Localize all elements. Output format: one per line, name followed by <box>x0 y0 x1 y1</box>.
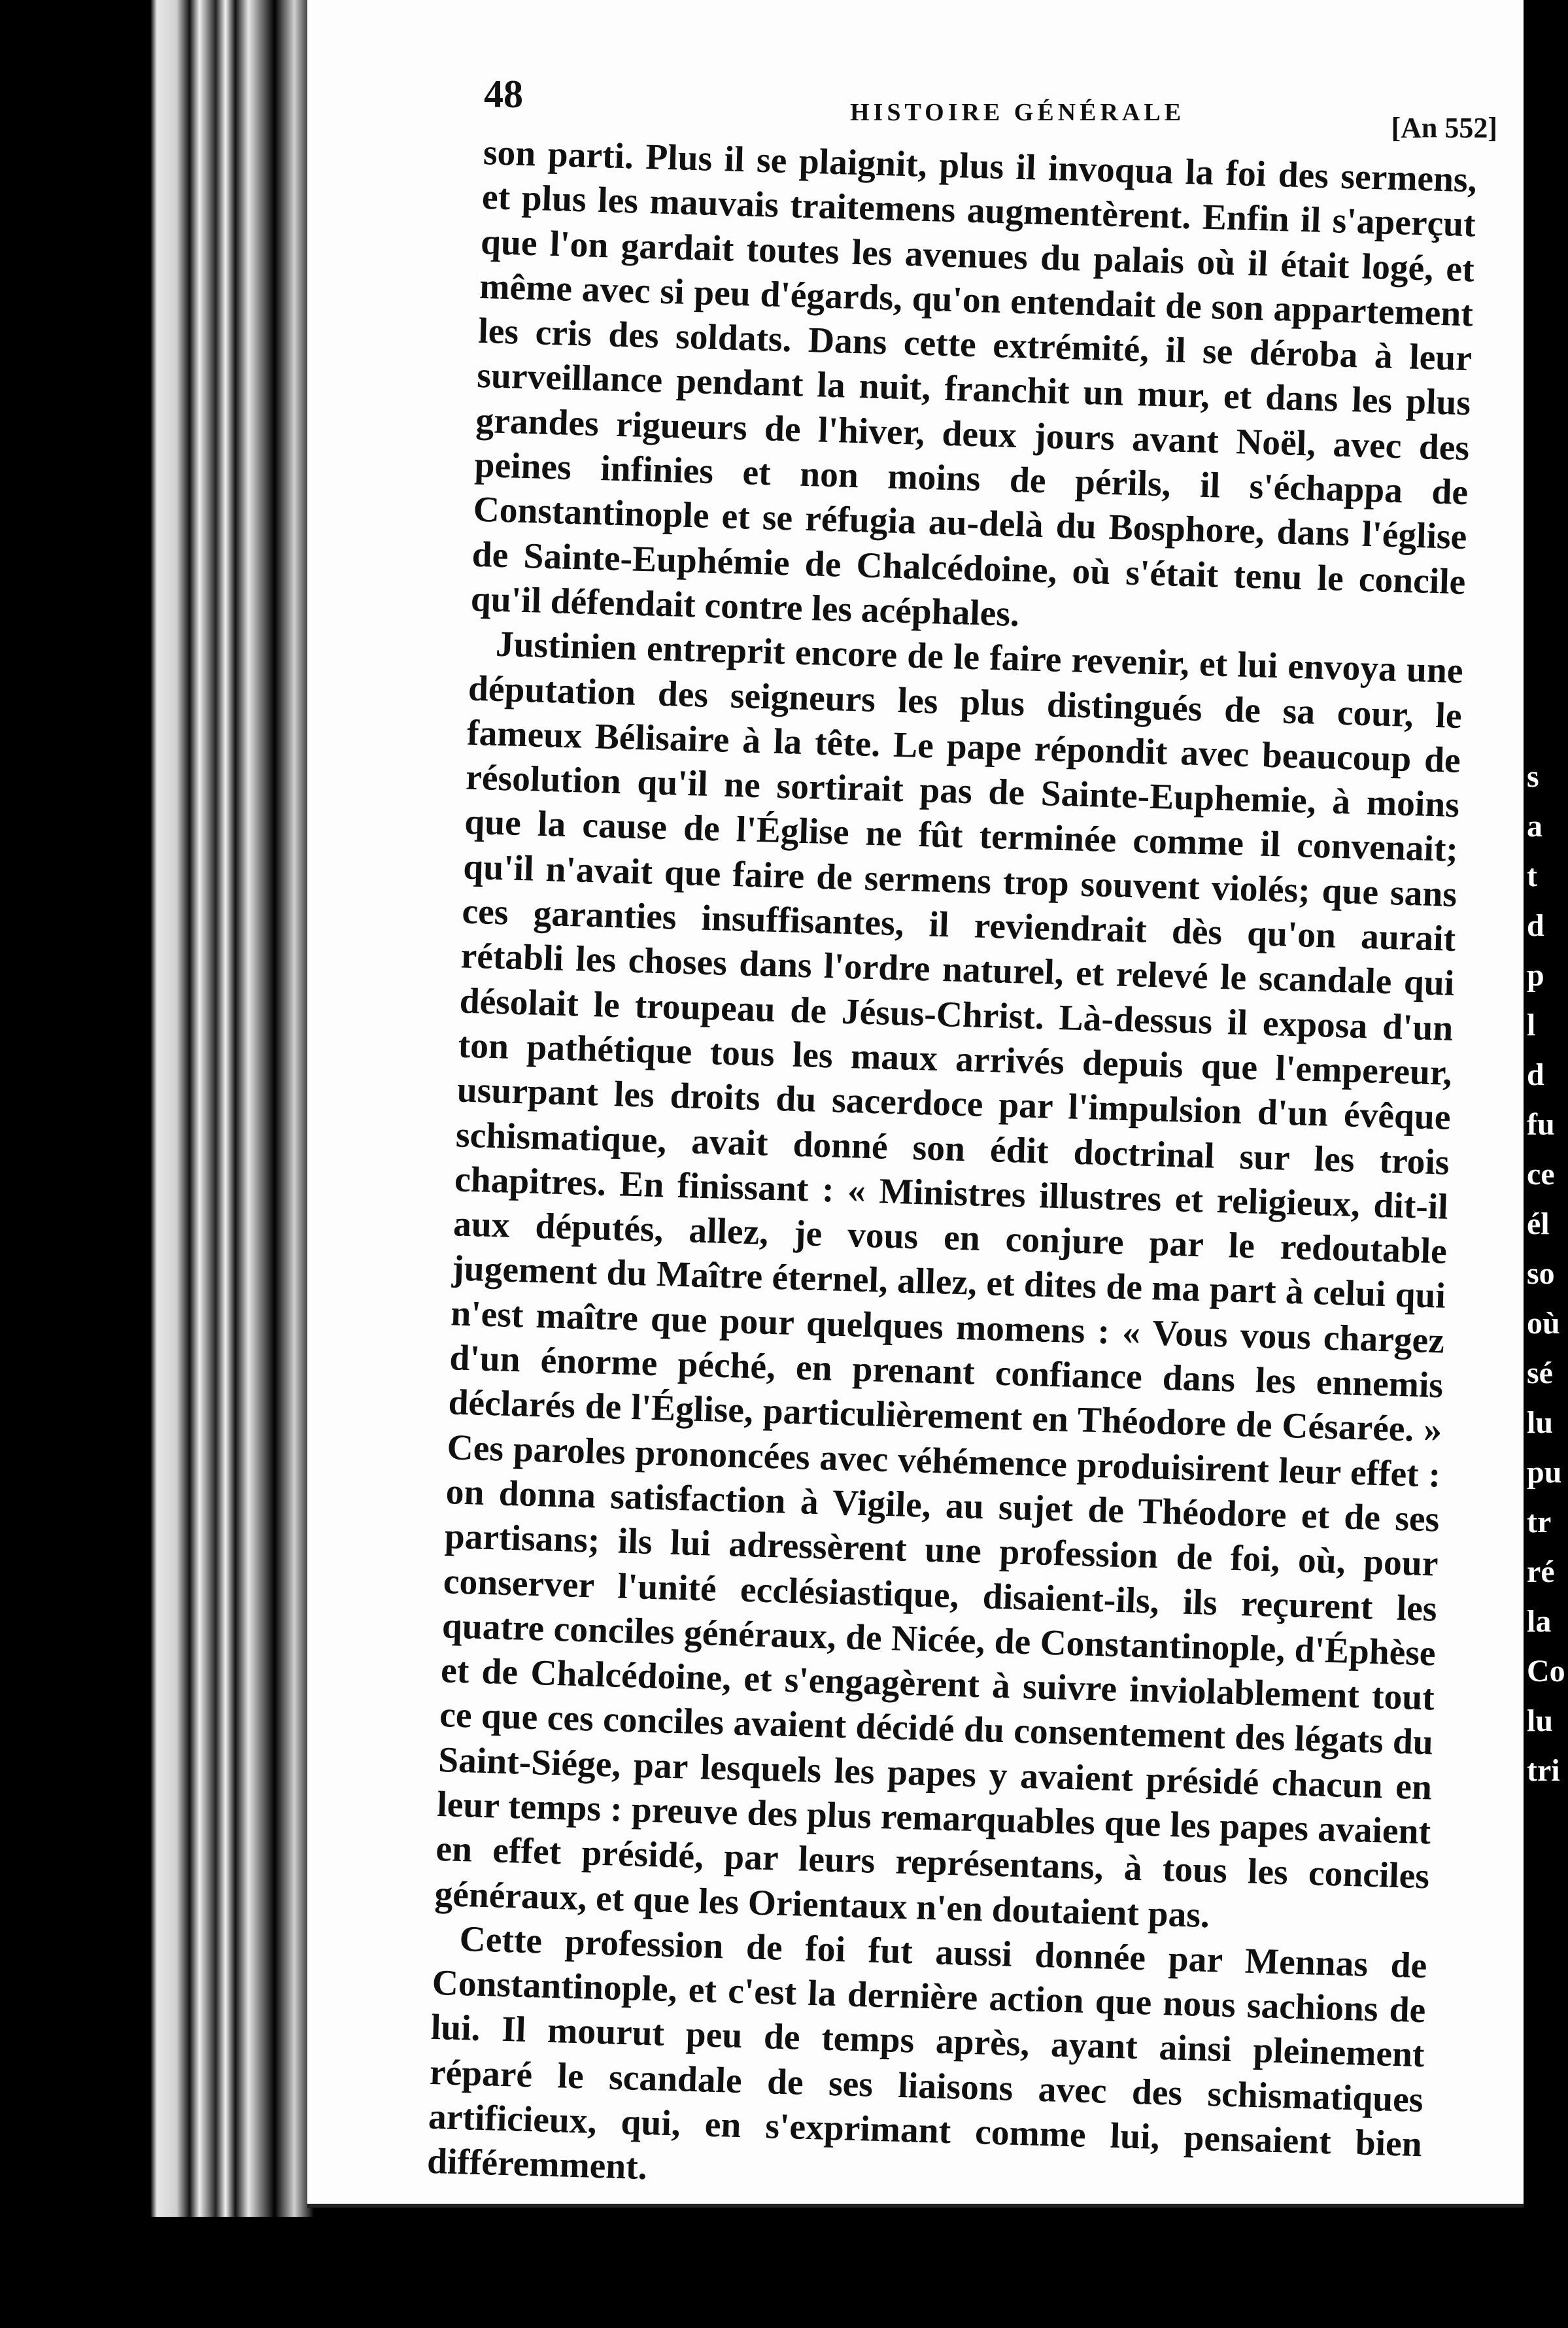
fragment: ce <box>1527 1157 1555 1191</box>
fragment: pu <box>1527 1455 1562 1490</box>
fragment: t <box>1527 859 1537 893</box>
fragment: où <box>1527 1306 1560 1341</box>
fragment: d <box>1527 1057 1544 1092</box>
body-text <box>426 131 1477 2212</box>
paragraph: Cette profession de foi fut aussi donnée par Mennas de Constantinople, et c'est la dernière action que nous sachions de lui. Il mourut peu de temps après, ayant ainsi pleinement réparé le scandale de ses liaisons avec des schismatiques artificieux, qui, en s'exprimant comme lui, pensaient bien différemment. <box>426 1919 1428 2188</box>
fragment: s <box>1527 759 1539 794</box>
fragment: sé <box>1527 1356 1553 1390</box>
fragment: tr <box>1527 1505 1552 1539</box>
fragment: la <box>1527 1604 1552 1639</box>
page-number: 48 <box>484 73 523 116</box>
fragment: p <box>1527 958 1544 993</box>
fragment: Co <box>1527 1654 1565 1688</box>
year-marker: [An 552] <box>1391 112 1497 144</box>
fragment: ré <box>1527 1554 1555 1589</box>
fragment: a <box>1527 809 1542 844</box>
next-page-fragments <box>1527 752 1568 1796</box>
book-gutter <box>78 0 314 2217</box>
page-header <box>484 72 1497 144</box>
fragment: lu <box>1527 1405 1554 1440</box>
fragment: tri <box>1527 1753 1560 1788</box>
fragment: fu <box>1527 1107 1555 1142</box>
fragment: l <box>1527 1008 1536 1042</box>
paragraph: son parti. Plus il se plaignit, plus il invoqua la foi des sermens, et plus les mauvais traitemens augmentèrent. Enfin il s'aperçut que l'on gardait toutes les avenues du palais où il était logé, et même avec si peu d'égards, qu'on entendait de son appartement les cris des soldats. Dans cette extrémité, il se déroba à leur surveillance pendant la nuit, franchit un mur, et dans les plus grandes rigueurs de l'hiver, deux jours avant Noël, avec des peines infinies et non moins de périls, il s'échappa de Constantinople et se réfugia au-delà du Bosphore, dans l'église de Sainte-Euphémie de Chalcédoine, où s'était tenu le concile qu'il défendait contre les acéphales. <box>470 132 1478 635</box>
paragraph: Justinien entreprit encore de le faire revenir, et lui envoya une députation des seigneurs les plus distingués de sa cour, le fameux Bélisaire à la tête. Le pape répondit avec beaucoup de résolution qu'il ne sortirait pas de Sainte-Euphemie, à moins que la cause de l'Église ne fût terminée comme il convenait; qu'il n'avait que faire de sermens trop souvent violés; que sans ces garanties insuffisantes, il reviendrait dès qu'on aurait rétabli les choses dans l'ordre naturel, et relevé le scandale qui désolait le troupeau de Jésus-Christ. Là-dessus il exposa d'un ton pathétique tous les maux arrivés depuis que l'empereur, usurpant les droits du sacerdoce par l'impulsion d'un évêque schismatique, avait donné son édit doctrinal sur les trois chapitres. En finissant : « Ministres illustres et religieux, dit-il aux députés, allez, je vous en conjure par le redoutable jugement du Maître éternel, allez, et dites de ma part à celui qui n'est maître que pour quelques momens : « Vous vous chargez d'un énorme péché, en prenant confiance dans les ennemis déclarés de l'Église, particulièrement en Théodore de Césarée. » Ces paroles prononcées avec véhémence produisirent leur effet : on donna satisfaction à Vigile, au sujet de Théodore et de ses partisans; ils lui adressèrent une profession de foi, où, pour conserver l'unité ecclésiastique, disaient-ils, ils reçurent les quatre conciles généraux, de Nicée, de Constantinople, d'Éphèse et de Chalcédoine, et s'engagèrent à suivre inviolablement tout ce que ces conciles avaient décidé du consentement des légats du Saint-Siége, par lesquels les papes y avaient présidé chacun en leur temps : preuve des plus remarquables que les papes avaient en effet présidé, par leurs représentans, à tous les conciles généraux, et que les Orientaux n'en doutaient pas. <box>434 625 1464 1936</box>
running-title: HISTOIRE GÉNÉRALE <box>850 99 1185 126</box>
fragment: d <box>1527 908 1544 943</box>
fragment: lu <box>1527 1703 1554 1738</box>
fragment: él <box>1527 1207 1550 1241</box>
fragment: so <box>1527 1256 1555 1291</box>
